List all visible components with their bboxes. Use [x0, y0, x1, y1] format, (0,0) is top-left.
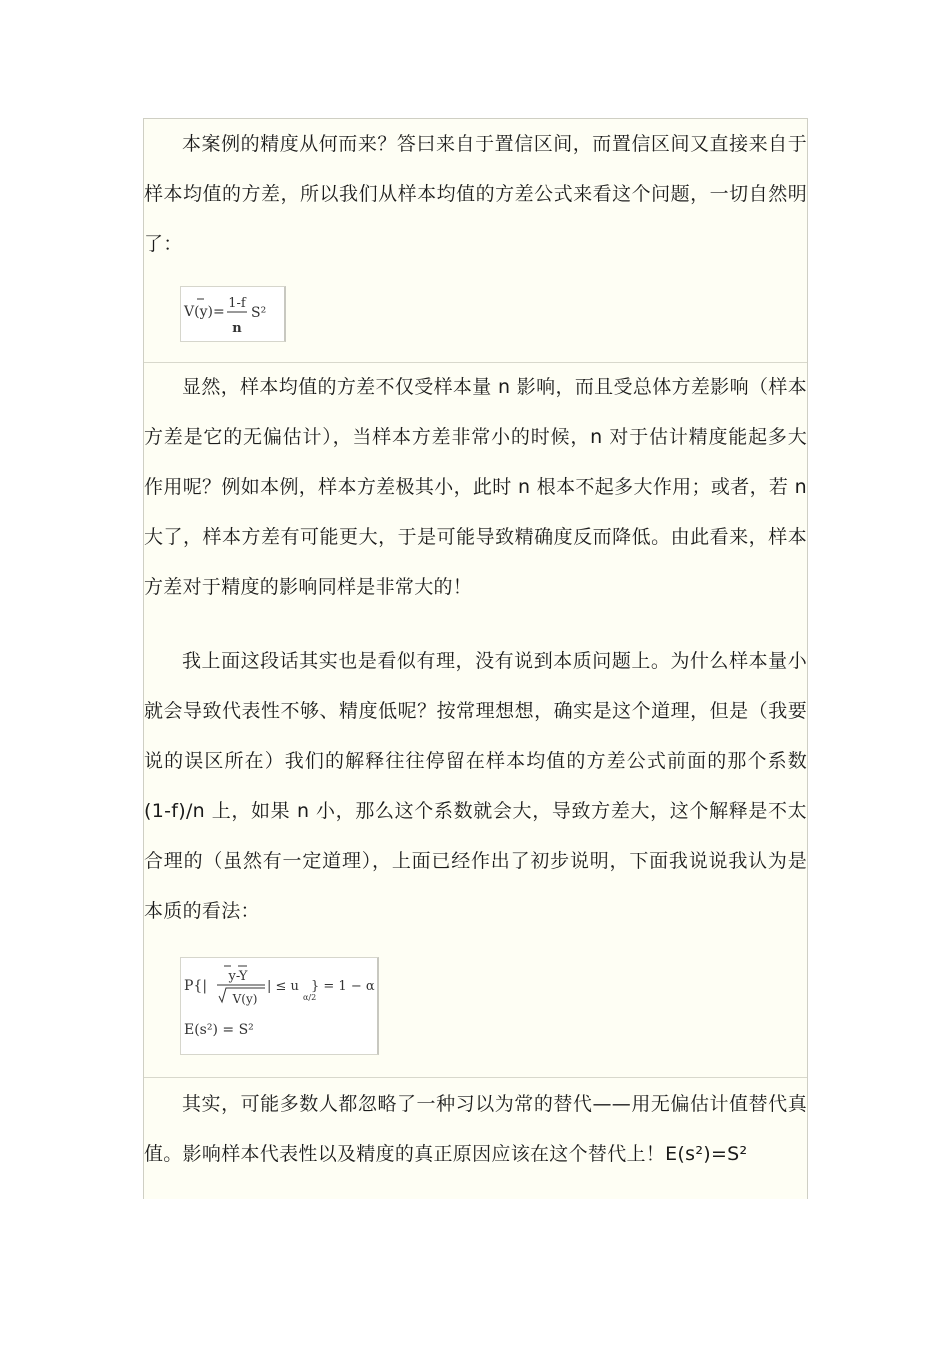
document-frame: [143, 118, 808, 1199]
paragraph-4: 其实，可能多数人都忽略了一种习以为常的替代——用无偏估计值替代真值。影响样本代表性以及精度的真正原因应该在这个替代上！E(s²)=S²: [144, 1093, 807, 1165]
section-divider: [144, 1077, 807, 1078]
paragraph-1: 本案例的精度从何而来？答曰来自于置信区间，而置信区间又直接来自于样本均值的方差，所以我们从样本均值的方差公式来看这个问题，一切自然明了：: [144, 133, 807, 255]
formula-variance-image: [180, 286, 286, 342]
formula2-end: } = 1 − α: [311, 979, 375, 994]
formula2-lhs: P{|: [184, 978, 208, 994]
paragraph-2: 显然，样本均值的方差不仅受样本量 n 影响，而且受总体方差影响（样本方差是它的无偏估计），当样本方差非常小的时候，n 对于估计精度能起多大作用呢？例如本例，样本方差极其小，此时 n 根本不起多大作用；或者，若 n 大了，样本方差有可能更大，于是可能导致精确度反而降低。由此看来，样本方差对于精度的影响同样是非常大的！: [144, 376, 807, 598]
paragraph-3: 我上面这段话其实也是看似有理，没有说到本质问题上。为什么样本量小就会导致代表性不够、精度低呢？按常理想想，确实是这个道理，但是（我要说的误区所在）我们的解释往往停留在样本均值的方差公式前面的那个系数 (1-f)/n 上，如果 n 小，那么这个系数就会大，导致方差大，这个解释是不太合理的（虽然有一定道理），上面已经作出了初步说明，下面我说说我认为是本质的看法：: [144, 650, 807, 922]
formula2-rhs: | ≤ u: [267, 979, 299, 994]
formula2-numerator: y-Y: [228, 969, 248, 984]
formula2-expectation: E(s²) = S²: [184, 1022, 254, 1038]
formula1-numerator: 1-f: [228, 296, 246, 311]
formula2-subscript: α/2: [303, 993, 317, 1002]
formula-confidence-image: [180, 957, 379, 1055]
formula1-rhs: S²: [251, 305, 267, 321]
formula-confidence-svg: [181, 958, 377, 1054]
formula-variance-svg: [181, 287, 284, 341]
formula1-lhs: V(y)=: [184, 304, 225, 320]
formula2-denominator: V(y): [232, 992, 258, 1006]
formula1-denominator: n: [232, 321, 242, 336]
